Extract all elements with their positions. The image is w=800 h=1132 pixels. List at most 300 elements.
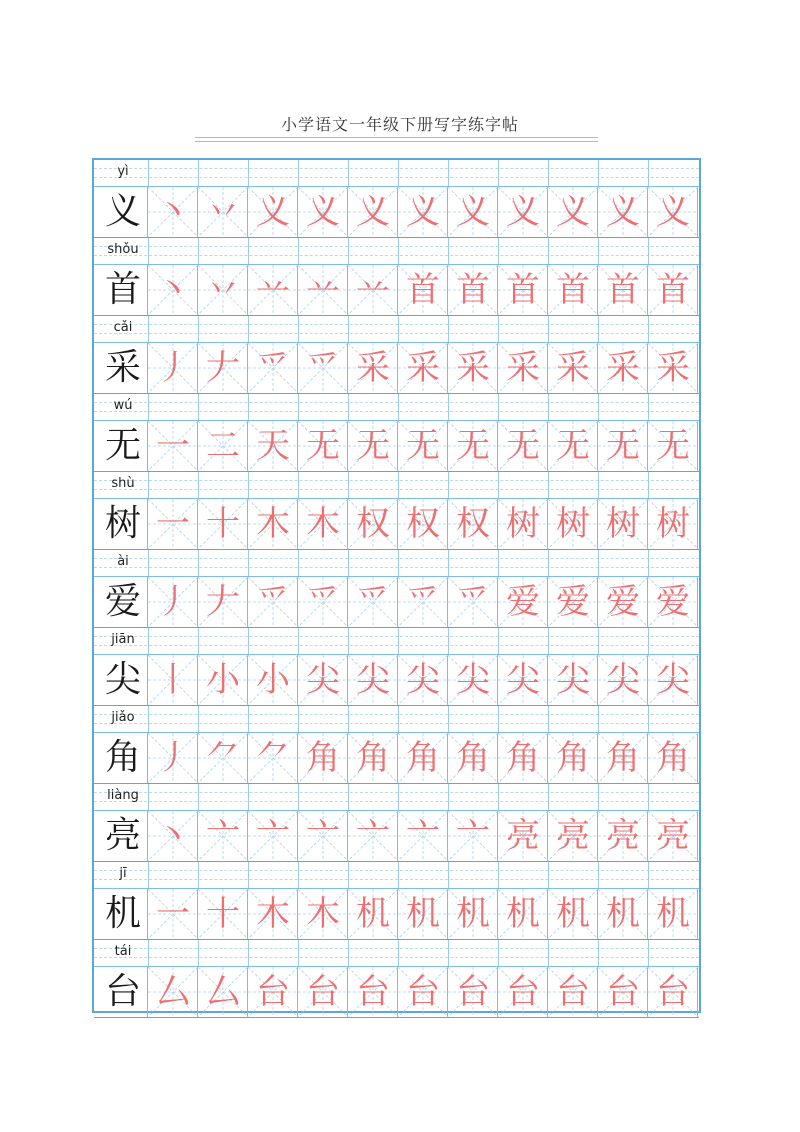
- stroke-step-character: 台: [456, 972, 490, 1012]
- trace-character-cell: [248, 967, 298, 1017]
- stroke-step-character: 丶: [156, 270, 190, 310]
- stroke-step-character: 权: [456, 504, 490, 544]
- trace-character-cell: [348, 811, 398, 861]
- pinyin-guide-line: [94, 801, 699, 802]
- stroke-step-character: 义: [556, 192, 590, 232]
- character-row: [94, 811, 699, 862]
- pinyin-column-divider: [498, 940, 499, 966]
- pinyin-label: tái: [114, 944, 132, 959]
- stroke-step-character: 一: [156, 426, 190, 466]
- trace-character-cell: [448, 967, 498, 1017]
- pinyin-column-divider: [548, 472, 549, 498]
- stroke-step-character: 采: [356, 348, 390, 388]
- stroke-step-character: 机: [556, 894, 590, 934]
- pinyin-column-divider: [248, 706, 249, 732]
- stroke-step-character: 无: [556, 426, 590, 466]
- pinyin-column-divider: [398, 238, 399, 264]
- pinyin-column-divider: [648, 940, 649, 966]
- pinyin-column-divider: [648, 550, 649, 576]
- trace-character-cell: [498, 187, 548, 237]
- pinyin-column-divider: [548, 394, 549, 420]
- pinyin-column-divider: [598, 394, 599, 420]
- trace-character-cell: [298, 889, 348, 939]
- pinyin-column-divider: [148, 940, 149, 966]
- stroke-step-character: 义: [256, 192, 290, 232]
- model-character-cell: [98, 577, 148, 627]
- trace-character-cell: [248, 187, 298, 237]
- stroke-step-character: 尖: [556, 660, 590, 700]
- stroke-step-character: 亮: [506, 816, 540, 856]
- trace-character-cell: [198, 421, 248, 471]
- model-character-cell: [98, 967, 148, 1017]
- stroke-step-character: 爫: [356, 582, 390, 622]
- stroke-step-character: 尖: [606, 660, 640, 700]
- trace-character-cell: [148, 343, 198, 393]
- stroke-step-character: 义: [506, 192, 540, 232]
- pinyin-row: [94, 160, 699, 187]
- trace-character-cell: [248, 499, 298, 549]
- pinyin-column-divider: [298, 628, 299, 654]
- stroke-step-character: 机: [456, 894, 490, 934]
- pinyin-row: [94, 316, 699, 343]
- pinyin-column-divider: [298, 316, 299, 342]
- pinyin-column-divider: [448, 316, 449, 342]
- pinyin-column-divider: [348, 550, 349, 576]
- trace-character-cell: [148, 889, 198, 939]
- stroke-step-character: 采: [456, 348, 490, 388]
- trace-character-cell: [348, 889, 398, 939]
- pinyin-label: cǎi: [113, 320, 133, 335]
- trace-character-cell: [148, 577, 198, 627]
- model-character: 角: [104, 737, 141, 778]
- stroke-step-character: 采: [506, 348, 540, 388]
- pinyin-guide-line: [94, 957, 699, 958]
- stroke-step-character: 木: [306, 894, 340, 934]
- stroke-step-character: 一: [156, 504, 190, 544]
- trace-character-cell: [598, 655, 648, 705]
- stroke-step-character: 树: [556, 504, 590, 544]
- trace-character-cell: [448, 343, 498, 393]
- stroke-step-character: 机: [606, 894, 640, 934]
- trace-character-cell: [348, 265, 398, 315]
- trace-character-cell: [448, 811, 498, 861]
- model-character-cell: [98, 733, 148, 783]
- stroke-step-character: 爱: [656, 582, 690, 622]
- pinyin-column-divider: [398, 550, 399, 576]
- stroke-step-character: 十: [206, 894, 240, 934]
- trace-character-cell: [548, 967, 598, 1017]
- pinyin-column-divider: [448, 472, 449, 498]
- stroke-step-character: 木: [256, 504, 290, 544]
- trace-character-cell: [448, 421, 498, 471]
- pinyin-column-divider: [548, 784, 549, 810]
- stroke-step-character: 尖: [456, 660, 490, 700]
- stroke-step-character: 树: [656, 504, 690, 544]
- stroke-step-character: 䒑: [356, 270, 390, 310]
- stroke-step-character: 爱: [606, 582, 640, 622]
- trace-character-cell: [348, 733, 398, 783]
- trace-character-cell: [248, 421, 298, 471]
- pinyin-row: [94, 862, 699, 889]
- pinyin-column-divider: [448, 706, 449, 732]
- stroke-step-character: 丶: [156, 816, 190, 856]
- page-title: 小学语文一年级下册写字练字帖: [280, 115, 519, 134]
- stroke-step-character: 角: [506, 738, 540, 778]
- pinyin-row: [94, 394, 699, 421]
- stroke-step-character: 角: [656, 738, 690, 778]
- pinyin-guide-line: [94, 168, 699, 169]
- pinyin-guide-line: [94, 723, 699, 724]
- pinyin-column-divider: [148, 472, 149, 498]
- pinyin-column-divider: [398, 394, 399, 420]
- pinyin-label: ài: [117, 554, 129, 569]
- pinyin-column-divider: [348, 628, 349, 654]
- trace-character-cell: [348, 577, 398, 627]
- model-character-cell: [98, 265, 148, 315]
- pinyin-column-divider: [148, 160, 149, 186]
- stroke-step-character: 台: [606, 972, 640, 1012]
- trace-character-cell: [448, 733, 498, 783]
- trace-character-cell: [248, 811, 298, 861]
- pinyin-guide-line: [94, 870, 699, 871]
- stroke-step-character: 𠂇: [206, 348, 240, 388]
- stroke-step-character: 义: [356, 192, 390, 232]
- trace-character-cell: [648, 811, 698, 861]
- trace-character-cell: [348, 967, 398, 1017]
- stroke-step-character: 首: [556, 270, 590, 310]
- trace-character-cell: [398, 733, 448, 783]
- pinyin-guide-line: [94, 714, 699, 715]
- model-character-cell: [98, 421, 148, 471]
- trace-character-cell: [298, 811, 348, 861]
- pinyin-column-divider: [498, 394, 499, 420]
- stroke-step-character: 台: [356, 972, 390, 1012]
- pinyin-guide-line: [94, 402, 699, 403]
- pinyin-column-divider: [548, 316, 549, 342]
- model-character: 机: [104, 893, 141, 934]
- trace-character-cell: [548, 655, 598, 705]
- trace-character-cell: [148, 655, 198, 705]
- stroke-step-character: 木: [256, 894, 290, 934]
- stroke-step-character: 义: [456, 192, 490, 232]
- pinyin-column-divider: [498, 550, 499, 576]
- trace-character-cell: [548, 421, 598, 471]
- trace-character-cell: [448, 187, 498, 237]
- stroke-step-character: 角: [356, 738, 390, 778]
- stroke-step-character: 角: [406, 738, 440, 778]
- pinyin-column-divider: [548, 706, 549, 732]
- stroke-step-character: 丶: [156, 192, 190, 232]
- pinyin-column-divider: [198, 940, 199, 966]
- pinyin-guide-line: [94, 480, 699, 481]
- pinyin-guide-line: [94, 177, 699, 178]
- trace-character-cell: [598, 889, 648, 939]
- trace-character-cell: [298, 343, 348, 393]
- stroke-step-character: 爫: [456, 582, 490, 622]
- trace-character-cell: [598, 967, 648, 1017]
- pinyin-column-divider: [548, 628, 549, 654]
- trace-character-cell: [498, 421, 548, 471]
- stroke-step-character: 𠂇: [206, 582, 240, 622]
- trace-character-cell: [498, 811, 548, 861]
- trace-character-cell: [198, 577, 248, 627]
- stroke-step-character: 角: [306, 738, 340, 778]
- pinyin-column-divider: [148, 316, 149, 342]
- pinyin-column-divider: [298, 940, 299, 966]
- trace-character-cell: [298, 655, 348, 705]
- trace-character-cell: [298, 577, 348, 627]
- stroke-step-character: 尖: [506, 660, 540, 700]
- pinyin-row: [94, 238, 699, 265]
- pinyin-row: [94, 940, 699, 967]
- stroke-step-character: 权: [406, 504, 440, 544]
- trace-character-cell: [548, 265, 598, 315]
- pinyin-column-divider: [398, 160, 399, 186]
- stroke-step-character: ⺈: [256, 738, 290, 778]
- trace-character-cell: [298, 265, 348, 315]
- pinyin-label: shù: [111, 476, 135, 491]
- trace-character-cell: [498, 265, 548, 315]
- trace-character-cell: [448, 577, 498, 627]
- stroke-step-character: 厶: [156, 972, 190, 1012]
- stroke-step-character: 一: [156, 894, 190, 934]
- pinyin-column-divider: [448, 238, 449, 264]
- stroke-step-character: 丷: [206, 192, 240, 232]
- stroke-step-character: 尖: [406, 660, 440, 700]
- stroke-step-character: 首: [606, 270, 640, 310]
- pinyin-label: jiǎo: [111, 710, 135, 725]
- pinyin-column-divider: [648, 238, 649, 264]
- model-character-cell: [98, 811, 148, 861]
- stroke-step-character: 尖: [656, 660, 690, 700]
- pinyin-row: [94, 706, 699, 733]
- model-character-cell: [98, 343, 148, 393]
- stroke-step-character: 机: [506, 894, 540, 934]
- stroke-step-character: 无: [656, 426, 690, 466]
- pinyin-column-divider: [348, 940, 349, 966]
- stroke-step-character: 首: [406, 270, 440, 310]
- trace-character-cell: [598, 811, 648, 861]
- pinyin-column-divider: [148, 394, 149, 420]
- pinyin-column-divider: [598, 160, 599, 186]
- pinyin-column-divider: [248, 238, 249, 264]
- pinyin-column-divider: [248, 784, 249, 810]
- stroke-step-character: 亮: [556, 816, 590, 856]
- pinyin-column-divider: [298, 394, 299, 420]
- trace-character-cell: [248, 733, 298, 783]
- stroke-step-character: 台: [406, 972, 440, 1012]
- pinyin-row: [94, 472, 699, 499]
- trace-character-cell: [348, 499, 398, 549]
- model-character: 义: [104, 191, 141, 232]
- pinyin-column-divider: [648, 784, 649, 810]
- model-character-cell: [98, 187, 148, 237]
- trace-character-cell: [248, 889, 298, 939]
- trace-character-cell: [398, 967, 448, 1017]
- pinyin-column-divider: [548, 940, 549, 966]
- model-character-cell: [98, 655, 148, 705]
- pinyin-column-divider: [398, 862, 399, 888]
- trace-character-cell: [398, 499, 448, 549]
- pinyin-column-divider: [198, 706, 199, 732]
- trace-character-cell: [298, 421, 348, 471]
- stroke-step-character: 台: [556, 972, 590, 1012]
- trace-character-cell: [498, 889, 548, 939]
- trace-character-cell: [548, 811, 598, 861]
- character-row: [94, 343, 699, 394]
- practice-grid: [92, 158, 701, 1013]
- stroke-step-character: 角: [556, 738, 590, 778]
- character-row: [94, 967, 699, 1018]
- stroke-step-character: 木: [306, 504, 340, 544]
- trace-character-cell: [548, 343, 598, 393]
- trace-character-cell: [248, 577, 298, 627]
- pinyin-column-divider: [248, 862, 249, 888]
- pinyin-column-divider: [498, 160, 499, 186]
- trace-character-cell: [598, 265, 648, 315]
- trace-character-cell: [198, 265, 248, 315]
- title-underline: [195, 137, 598, 142]
- stroke-step-character: 无: [356, 426, 390, 466]
- pinyin-column-divider: [298, 550, 299, 576]
- pinyin-column-divider: [548, 550, 549, 576]
- trace-character-cell: [598, 187, 648, 237]
- pinyin-column-divider: [598, 862, 599, 888]
- stroke-step-character: 爱: [556, 582, 590, 622]
- trace-character-cell: [498, 967, 548, 1017]
- pinyin-column-divider: [598, 472, 599, 498]
- pinyin-column-divider: [348, 472, 349, 498]
- trace-character-cell: [548, 187, 598, 237]
- pinyin-column-divider: [648, 316, 649, 342]
- pinyin-column-divider: [198, 160, 199, 186]
- pinyin-column-divider: [248, 550, 249, 576]
- pinyin-guide-line: [94, 645, 699, 646]
- pinyin-column-divider: [398, 940, 399, 966]
- trace-character-cell: [398, 421, 448, 471]
- stroke-step-character: 机: [656, 894, 690, 934]
- stroke-step-character: 采: [556, 348, 590, 388]
- character-row: [94, 499, 699, 550]
- stroke-step-character: 台: [306, 972, 340, 1012]
- stroke-step-character: 首: [456, 270, 490, 310]
- trace-character-cell: [598, 343, 648, 393]
- trace-character-cell: [498, 655, 548, 705]
- pinyin-guide-line: [94, 792, 699, 793]
- pinyin-label: yì: [117, 164, 129, 179]
- pinyin-row: [94, 628, 699, 655]
- trace-character-cell: [398, 343, 448, 393]
- stroke-step-character: 丷: [206, 270, 240, 310]
- pinyin-column-divider: [348, 160, 349, 186]
- pinyin-column-divider: [448, 160, 449, 186]
- pinyin-guide-line: [94, 246, 699, 247]
- pinyin-guide-line: [94, 324, 699, 325]
- trace-character-cell: [198, 811, 248, 861]
- stroke-step-character: 亠: [456, 816, 490, 856]
- trace-character-cell: [398, 187, 448, 237]
- pinyin-guide-line: [94, 879, 699, 880]
- trace-character-cell: [448, 889, 498, 939]
- model-character: 尖: [104, 659, 141, 700]
- model-character: 爱: [104, 581, 141, 622]
- character-row: [94, 265, 699, 316]
- character-row: [94, 187, 699, 238]
- pinyin-column-divider: [248, 316, 249, 342]
- trace-character-cell: [498, 343, 548, 393]
- pinyin-column-divider: [248, 394, 249, 420]
- pinyin-column-divider: [498, 628, 499, 654]
- pinyin-label: shǒu: [107, 242, 139, 257]
- stroke-step-character: 亠: [356, 816, 390, 856]
- stroke-step-character: 采: [606, 348, 640, 388]
- stroke-step-character: 丿: [156, 582, 190, 622]
- trace-character-cell: [398, 265, 448, 315]
- stroke-step-character: 无: [506, 426, 540, 466]
- trace-character-cell: [248, 343, 298, 393]
- pinyin-label: liàng: [107, 788, 139, 803]
- pinyin-column-divider: [348, 316, 349, 342]
- stroke-step-character: 亠: [406, 816, 440, 856]
- pinyin-column-divider: [648, 862, 649, 888]
- pinyin-guide-line: [94, 567, 699, 568]
- pinyin-column-divider: [498, 706, 499, 732]
- pinyin-column-divider: [198, 316, 199, 342]
- character-row: [94, 889, 699, 940]
- stroke-step-character: 无: [306, 426, 340, 466]
- pinyin-guide-line: [94, 636, 699, 637]
- pinyin-column-divider: [648, 628, 649, 654]
- stroke-step-character: 爫: [306, 582, 340, 622]
- pinyin-label: jiān: [111, 632, 135, 647]
- stroke-step-character: 亮: [656, 816, 690, 856]
- pinyin-column-divider: [548, 160, 549, 186]
- stroke-step-character: 亠: [306, 816, 340, 856]
- pinyin-column-divider: [298, 784, 299, 810]
- pinyin-column-divider: [348, 394, 349, 420]
- pinyin-column-divider: [198, 238, 199, 264]
- trace-character-cell: [148, 187, 198, 237]
- pinyin-column-divider: [348, 706, 349, 732]
- model-character-cell: [98, 499, 148, 549]
- pinyin-column-divider: [398, 628, 399, 654]
- pinyin-column-divider: [448, 940, 449, 966]
- pinyin-column-divider: [198, 628, 199, 654]
- trace-character-cell: [548, 889, 598, 939]
- trace-character-cell: [148, 811, 198, 861]
- stroke-step-character: 爱: [506, 582, 540, 622]
- stroke-step-character: 小: [206, 660, 240, 700]
- character-row: [94, 733, 699, 784]
- trace-character-cell: [648, 343, 698, 393]
- stroke-step-character: 采: [656, 348, 690, 388]
- stroke-step-character: 十: [206, 504, 240, 544]
- trace-character-cell: [648, 187, 698, 237]
- pinyin-column-divider: [448, 550, 449, 576]
- pinyin-label: wú: [113, 398, 133, 413]
- trace-character-cell: [248, 265, 298, 315]
- pinyin-guide-line: [94, 255, 699, 256]
- model-character: 采: [104, 347, 141, 388]
- trace-character-cell: [648, 499, 698, 549]
- trace-character-cell: [598, 577, 648, 627]
- stroke-step-character: 无: [456, 426, 490, 466]
- trace-character-cell: [348, 187, 398, 237]
- stroke-step-character: 机: [356, 894, 390, 934]
- trace-character-cell: [398, 655, 448, 705]
- pinyin-row: [94, 550, 699, 577]
- stroke-step-character: 厶: [206, 972, 240, 1012]
